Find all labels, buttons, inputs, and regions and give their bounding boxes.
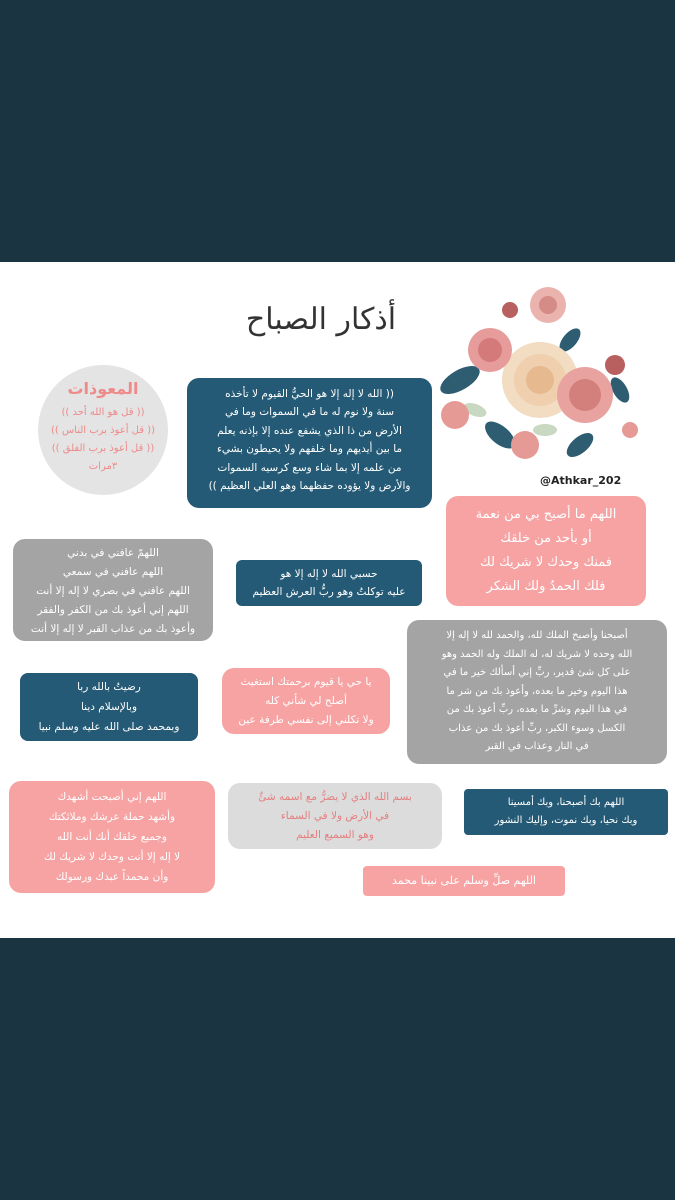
text-line: أو بأحد من خلقك bbox=[500, 531, 592, 547]
text-line: اللهم إني أصبحت أشهدك bbox=[57, 791, 167, 803]
raditu-box bbox=[20, 673, 198, 741]
text-line: اللهم عافني في بصري لا إله إلا أنت bbox=[36, 584, 190, 597]
text-line: فمنك وحدك لا شريك لك bbox=[480, 555, 612, 571]
text-line: هذا اليوم وخير ما بعده، وأعوذ بك من شر ما bbox=[446, 685, 628, 697]
text-line: في هذا اليوم وشرِّ ما بعده، ربِّ أعوذ بك من bbox=[446, 704, 628, 715]
text-line: وبالإسلام دينا bbox=[80, 700, 138, 713]
text-line: وأشهد حملة عرشك وملائكتك bbox=[48, 810, 176, 823]
text-line: في الأرض ولا في السماء bbox=[280, 809, 390, 822]
text-line: اللهم صلِّ وسلم على نبينا محمد bbox=[392, 874, 536, 887]
text-line: رضيتُ بالله ربا bbox=[77, 681, 141, 693]
text-line: الكسل وسوء الكبر، ربِّ أعوذ بك من عذاب bbox=[448, 722, 626, 734]
text-line: اللهمّ عافني في بدني bbox=[67, 547, 159, 559]
text-line: الأرض من ذا الذي يشفع عنده إلا بإذنه يعلم bbox=[217, 424, 402, 437]
text-line: ما بين أيديهم وما خلفهم ولا يحيطون بشيء bbox=[216, 443, 403, 456]
hasbi-box bbox=[236, 560, 422, 606]
text-line: وأن محمداً عبدك ورسولك bbox=[55, 870, 169, 883]
text-line: فلك الحمدُ ولك الشكر bbox=[486, 579, 606, 595]
text-line: وبمحمد صلى الله عليه وسلم نبيا bbox=[38, 720, 180, 733]
ashaduk-box bbox=[9, 781, 215, 893]
text-line: عليه توكلتُ وهو ربُّ العرش العظيم bbox=[252, 586, 406, 599]
bika-asbahna-box bbox=[464, 789, 668, 835]
text-line: ولا تكلني إلى نفسي طرفة عين bbox=[238, 713, 374, 726]
text-line: سنة ولا نوم له ما في السموات وما في bbox=[224, 406, 395, 419]
muawwidhat-line: (( قل هو الله أحد )) bbox=[61, 407, 145, 418]
account-handle: @Athkar_202 bbox=[540, 474, 622, 487]
asbaha-nimah-box bbox=[446, 496, 646, 606]
text-line: اللهم ما أصبح بي من نعمة bbox=[475, 507, 617, 522]
text-line: وبك نحيا، وبك نموت، وإليك النشور bbox=[494, 815, 638, 826]
text-line: من علمه إلا بما شاء وسع كرسيه السموات bbox=[217, 461, 402, 474]
text-line: وجميع خلقك أنك أنت الله bbox=[57, 830, 167, 843]
text-line: أصبحنا وأصبح الملك لله، والحمد لله لا إله إلا bbox=[446, 630, 628, 641]
flower-bouquet-image bbox=[430, 270, 645, 475]
ayat-kursi-box bbox=[187, 378, 432, 508]
text-line: (( الله لا إله إلا هو الحيُّ القيوم لا تأخذه bbox=[225, 388, 394, 400]
bismillah-box bbox=[228, 783, 442, 849]
text-line: حسبي الله لا إله إلا هو bbox=[280, 568, 378, 580]
text-line: والأرض ولا يؤوده حفظهما وهو العلي العظيم )) bbox=[208, 479, 411, 492]
muawwidhat-line: ٣مرات bbox=[88, 461, 118, 472]
text-line: وأعوذ بك من عذاب القبر لا إله إلا أنت bbox=[30, 622, 196, 635]
muawwidhat-line: (( قل أعوذ برب الناس )) bbox=[50, 425, 156, 436]
text-line: اللهم عافني في سمعي bbox=[62, 565, 164, 578]
text-line: بسم الله الذي لا يضرُّ مع اسمه شئٌ bbox=[258, 791, 412, 803]
asbahna-mulk-box bbox=[407, 620, 667, 764]
text-line: اللهم إني أعوذ بك من الكفر والفقر bbox=[37, 603, 189, 616]
salawat-box bbox=[363, 866, 565, 896]
text-line: في النار وعذاب في القبر bbox=[485, 741, 589, 752]
page-title: أذكار الصباح bbox=[245, 302, 397, 337]
text-line: اللهم بك أصبحنا، وبك أمسينا bbox=[507, 797, 625, 808]
afini-box bbox=[13, 539, 213, 641]
muawwidhat-line: (( قل أعوذ برب الفلق )) bbox=[51, 443, 155, 454]
text-line: لا إله إلا أنت وحدك لا شريك لك bbox=[43, 850, 181, 863]
muawwidhat-heading: المعوذات bbox=[67, 379, 139, 398]
muawwidhat-circle bbox=[38, 365, 168, 495]
text-line: أصلح لي شأني كله bbox=[265, 694, 347, 707]
text-line: وهو السميع العليم bbox=[296, 828, 374, 841]
text-line: الله وحده لا شريك له، له الملك وله الحمد وهو bbox=[441, 648, 633, 660]
text-line: يا حي يا قيوم برحمتك استغيث bbox=[240, 676, 372, 688]
ya-hayy-box bbox=[222, 668, 390, 734]
text-line: على كل شئ قدير، ربِّ إني أسألك خير ما في bbox=[443, 667, 631, 678]
